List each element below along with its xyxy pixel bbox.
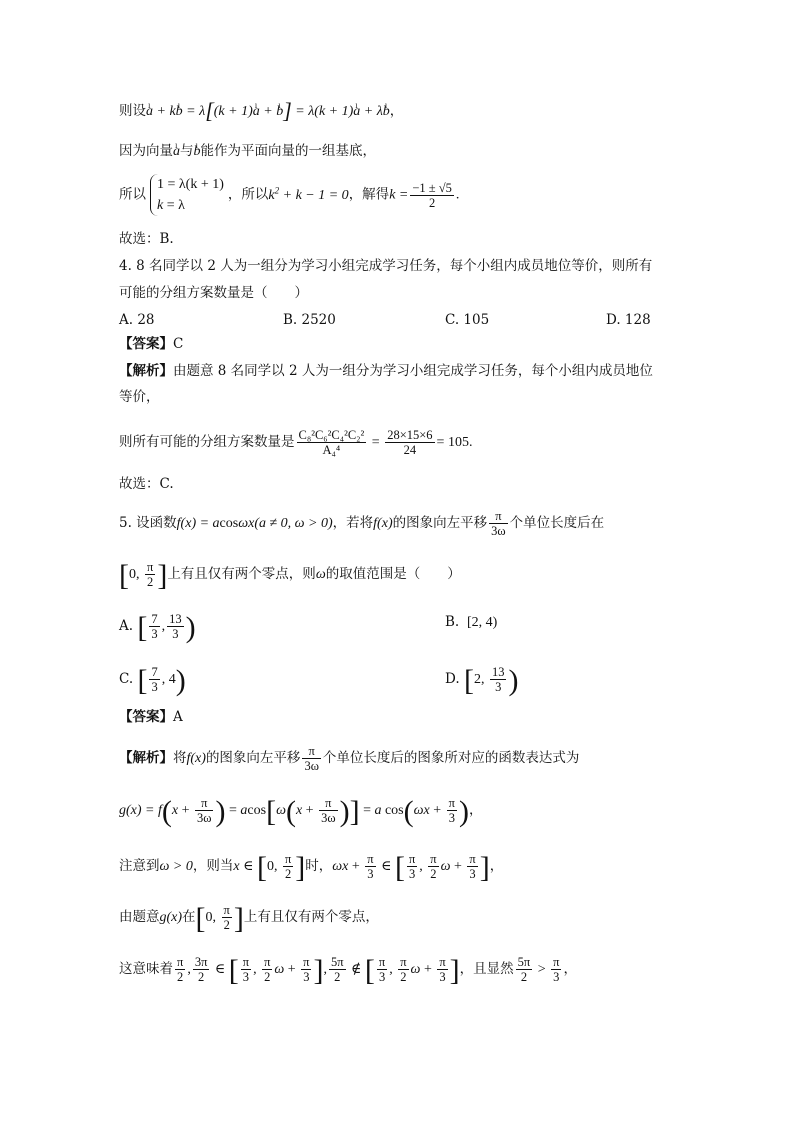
q4-stem-line2: 可能的分组方案数量是（ ） — [119, 285, 308, 301]
line-vector-setup: 则设ı a + kı b = λ[(k + 1)ı a + ı b] = λ(k + 1)ı a + λı b， — [119, 101, 403, 122]
product-fraction: $\frac{28\times 15\times 6}{24}$ — [387, 428, 433, 457]
q5-stem-line1: 5. 设函数f(x) = acosωx(a ≠ 0, ω > 0)，若将f(x)的图象向左平移 $\frac{\pi}{3\omega}$ 个单位长度后在 — [119, 509, 605, 538]
q4-analysis-formula: 则所有可能的分组方案数量是 $\frac{\text{C₈²C₆²C₄²C₂²}}{\text{A₄⁴}}$ = $\frac{28\times 15\times 6}{24}$ = 105. — [119, 428, 473, 457]
q5-stem-line2: [0, $\frac{\pi}{2}$ ]上有且仅有两个零点，则ω的取值范围是（ ） — [119, 559, 461, 592]
q4-option-c: C. 105 — [445, 312, 490, 328]
q4-option-b: B. 2520 — [283, 312, 336, 328]
q5-answer: 【答案】A — [119, 709, 183, 725]
q5-analysis-gx: g(x) = f(x + $\frac{\pi}{3\omega}$ ) = acos[ω(x + $\frac{\pi}{3\omega}$ )] = a cos(ωx + $\frac{\pi}{3}$ )， — [119, 795, 483, 828]
line-choose-b: 故选：B. — [119, 231, 174, 247]
q5-option-d: D. [2, $\frac{13}{3}$ ) — [445, 664, 519, 697]
q5-option-b: B. [2, 4) — [445, 614, 498, 630]
q5-analysis-line5: 这意味着 $\frac{\pi}{2}$ , $\frac{3\pi}{2}$ ∈ [ $\frac{\pi}{3}$ , $\frac{\pi}{2}$ ω + $\frac{\pi}{3}$ ], $\frac{5\pi}{2}$ ∉ [ $\frac{\pi}{3}$ , $\frac{\pi}{2}$ ω + $\frac{\pi}{3}$ ]，且显然 $\frac{5\pi}{2}$ > $\frac{\pi}{3}$ ， — [119, 954, 577, 987]
equation-cases: 1 = λ(k + 1) k = λ — [150, 174, 224, 216]
q4-analysis-line2: 等价， — [119, 389, 160, 405]
line-basis-statement: 因为向量ı a与ı b能作为平面向量的一组基底， — [119, 141, 376, 162]
combination-fraction: $\frac{\text{C₈²C₆²C₄²C₂²}}{\text{A₄⁴}}$ — [298, 428, 365, 457]
line-equation-system: 所以1 = λ(k + 1) k = λ，所以$k^2 + k - 1 = 0$，解得k = $\frac{-1 \pm √5}{2}$ . — [119, 174, 459, 216]
q4-option-d: D. 128 — [606, 312, 651, 328]
q4-option-a: A. 28 — [119, 312, 155, 328]
q5-analysis-line4: 由题意g(x)在[0, $\frac{\pi}{2}$ ]上有且仅有两个零点， — [119, 902, 379, 935]
q4-answer: 【答案】C — [119, 336, 184, 352]
q4-stem-line1: 4. 8 名同学以 2 人为一组分为学习小组完成学习任务，每个小组内成员地位等价，则所有 — [119, 258, 653, 274]
q5-option-a: A. [ $\frac{7}{3}$ , $\frac{13}{3}$ ) — [119, 611, 196, 644]
q4-choose: 故选：C. — [119, 476, 174, 492]
q4-analysis-line1: 【解析】由题意 8 名同学以 2 人为一组分为学习小组完成学习任务，每个小组内成员地位 — [119, 363, 653, 379]
q5-analysis-line3: 注意到ω > 0，则当x ∈ [0, $\frac{\pi}{2}$ ]时，ωx + $\frac{\pi}{3}$ ∈ [ $\frac{\pi}{3}$ , $\frac{\pi}{2}$ ω + $\frac{\pi}{3}$ ]， — [119, 851, 504, 884]
q5-analysis-line1: 【解析】将f(x)的图象向左平移 $\frac{\pi}{3\omega}$ 个单位长度后的图象所对应的函数表达式为 — [119, 744, 580, 773]
solution-fraction: $\frac{-1 \pm √5}{2}$ — [412, 180, 452, 210]
q5-option-c: C. [ $\frac{7}{3}$ , 4) — [119, 664, 186, 697]
